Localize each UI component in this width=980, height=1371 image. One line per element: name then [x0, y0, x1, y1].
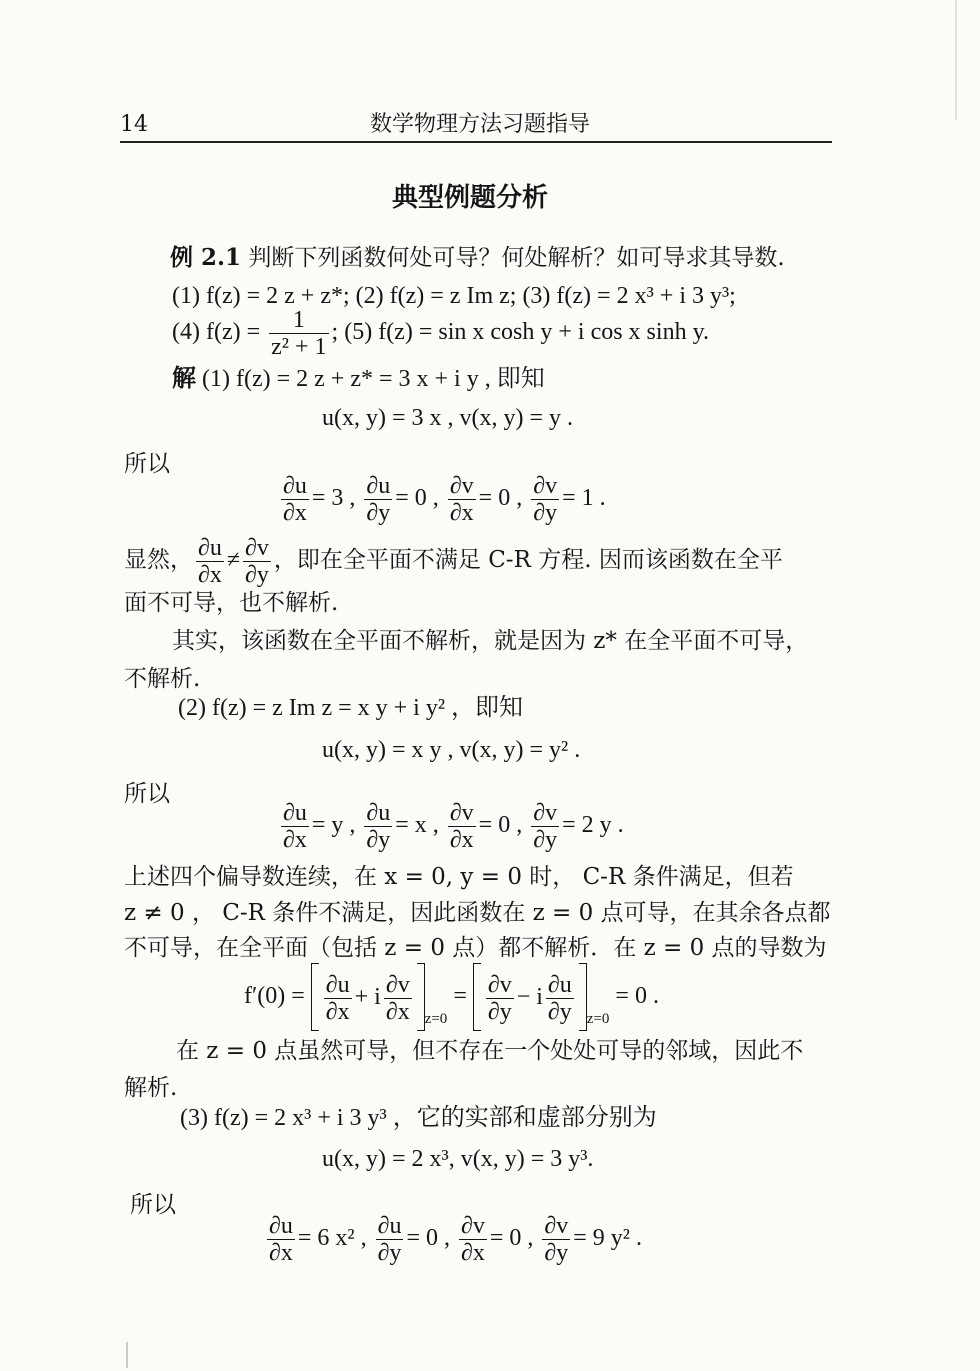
- solution-2-uv: u(x, y) = x y , v(x, y) = y² .: [322, 737, 581, 763]
- suoyi-3: 所以: [130, 1192, 176, 1218]
- bracket-left: $\frac{\partial u}{\partial x}$ + i $\frac{\partial v}{\partial x}$: [311, 965, 425, 1029]
- scan-edge: [955, 0, 957, 120]
- suoyi-2: 所以: [124, 781, 170, 807]
- solution-1-text2: 面不可导，也不解析.: [124, 590, 339, 616]
- solution-2-text4: 在 z = 0 点虽然可导，但不存在一个处处可导的邻域，因此不: [176, 1038, 804, 1064]
- example-statement: [170, 243, 785, 273]
- solution-2-text2: z ≠ 0 ， C-R 条件不满足，因此函数在 z = 0 点可导，在其余各点都: [124, 900, 831, 926]
- frac-du-dy-2: $\frac{\partial u}{\partial y}$: [366, 799, 391, 853]
- solution-label: 解: [172, 364, 196, 392]
- item4-fraction: [269, 307, 328, 360]
- frac-du-dx-remark: $\frac{\partial u}{\partial x}$: [198, 534, 222, 588]
- bracket-right: $\frac{\partial v}{\partial y}$ − i $\frac{\partial u}{\partial y}$: [473, 965, 587, 1029]
- frac-du-dx: $\frac{\partial u}{\partial x}$: [283, 472, 307, 526]
- frac-dv-dx: $\frac{\partial v}{\partial x}$: [449, 472, 474, 526]
- item4-numerator: 1: [269, 307, 328, 334]
- solution-2-head: (2) f(z) = z Im z = x y + i y² ，即知: [178, 695, 524, 721]
- suoyi-1: 所以: [124, 451, 170, 477]
- frac-dv-dx-3: $\frac{\partial v}{\partial x}$: [461, 1212, 485, 1266]
- solution-2-text3: 不可导，在全平面（包括 z = 0 点）都不解析．在 z = 0 点的导数为: [124, 935, 827, 961]
- solution-1-uv: u(x, y) = 3 x , v(x, y) = y .: [322, 405, 574, 431]
- example-question: 判断下列函数何处可导？何处解析？如可导求其导数.: [248, 245, 785, 271]
- frac-dv-dy-2: $\frac{\partial v}{\partial y}$: [533, 799, 558, 853]
- solution-2-text5: 解析.: [124, 1075, 178, 1101]
- frac-du-dx-2: $\frac{\partial u}{\partial x}$: [283, 799, 307, 853]
- frac-dv-dx-2: $\frac{\partial v}{\partial x}$: [449, 799, 474, 853]
- item4-prefix: (4) f(z) =: [172, 319, 267, 345]
- section-title: 典型例题分析: [392, 183, 549, 213]
- solution-1-head: [172, 363, 545, 394]
- page-number: 14: [120, 112, 148, 137]
- solution-3-partials: $\frac{\partial u}{\partial x}$ = 6 x² , $\frac{\partial u}{\partial y}$ = 0 , $\frac{\partial v}{\partial x}$ = 0 , $\frac{\partial v}{\partial y}$ = 9 y² .: [269, 1212, 642, 1266]
- example-items-4-5: [172, 306, 709, 360]
- example-items-1-3: (1) f(z) = 2 z + z*; (2) f(z) = z Im z; (3) f(z) = 2 x³ + i 3 y³;: [172, 283, 736, 309]
- frac-dv-dy: $\frac{\partial v}{\partial y}$: [533, 472, 558, 526]
- derivative-at-zero: f′(0) = $\frac{\partial u}{\partial x}$ + i $\frac{\partial v}{\partial x}$ $_{z=0}$ = $\frac{\partial v}{\partial y}$ − i $\frac{\partial u}{\partial y}$ $_{z=0}$ = 0 .: [244, 964, 659, 1051]
- solution-1-formula: (1) f(z) = 2 z + z* = 3 x + i y , 即知: [202, 366, 545, 392]
- solution-1-partials: $\frac{\partial u}{\partial x}$ = 3 , $\frac{\partial u}{\partial y}$ = 0 , $\frac{\partial v}{\partial x}$ = 0 , $\frac{\partial v}{\partial y}$ = 1 .: [283, 472, 606, 526]
- solution-2-text1: 上述四个偏导数连续，在 x = 0, y = 0 时， C-R 条件满足，但若: [124, 864, 794, 890]
- frac-du-dx-3: $\frac{\partial u}{\partial x}$: [269, 1212, 293, 1266]
- scan-mark: [126, 1342, 128, 1368]
- item4-denominator: z² + 1: [271, 333, 327, 360]
- example-label: 例 2.1: [170, 244, 242, 271]
- frac-du-dy: $\frac{\partial u}{\partial y}$: [366, 472, 391, 526]
- solution-1-text4: 不解析.: [124, 666, 201, 692]
- solution-1-text3: 其实，该函数在全平面不解析，就是因为 z* 在全平面不可导，: [172, 628, 809, 654]
- header-rule: [120, 141, 832, 143]
- running-title: 数学物理方法习题指导: [370, 112, 591, 137]
- solution-1-remark: 显然， $\frac{\partial u}{\partial x}$ ≠ $\frac{\partial v}{\partial y}$ ，即在全平面不满足 C-R 方程. 因而该函数在全平: [124, 534, 783, 588]
- frac-du-dy-3: $\frac{\partial u}{\partial y}$: [377, 1212, 402, 1266]
- frac-dv-dy-remark: $\frac{\partial v}{\partial y}$: [245, 534, 269, 588]
- item4-suffix: ; (5) f(z) = sin x cosh y + i cos x sinh y.: [331, 319, 710, 345]
- frac-dv-dy-3: $\frac{\partial v}{\partial y}$: [544, 1212, 569, 1266]
- solution-3-uv: u(x, y) = 2 x³, v(x, y) = 3 y³.: [322, 1146, 594, 1172]
- solution-3-head: (3) f(z) = 2 x³ + i 3 y³ ，它的实部和虚部分别为: [180, 1105, 657, 1131]
- solution-2-partials: $\frac{\partial u}{\partial x}$ = y , $\frac{\partial u}{\partial y}$ = x , $\frac{\partial v}{\partial x}$ = 0 , $\frac{\partial v}{\partial y}$ = 2 y .: [283, 799, 624, 853]
